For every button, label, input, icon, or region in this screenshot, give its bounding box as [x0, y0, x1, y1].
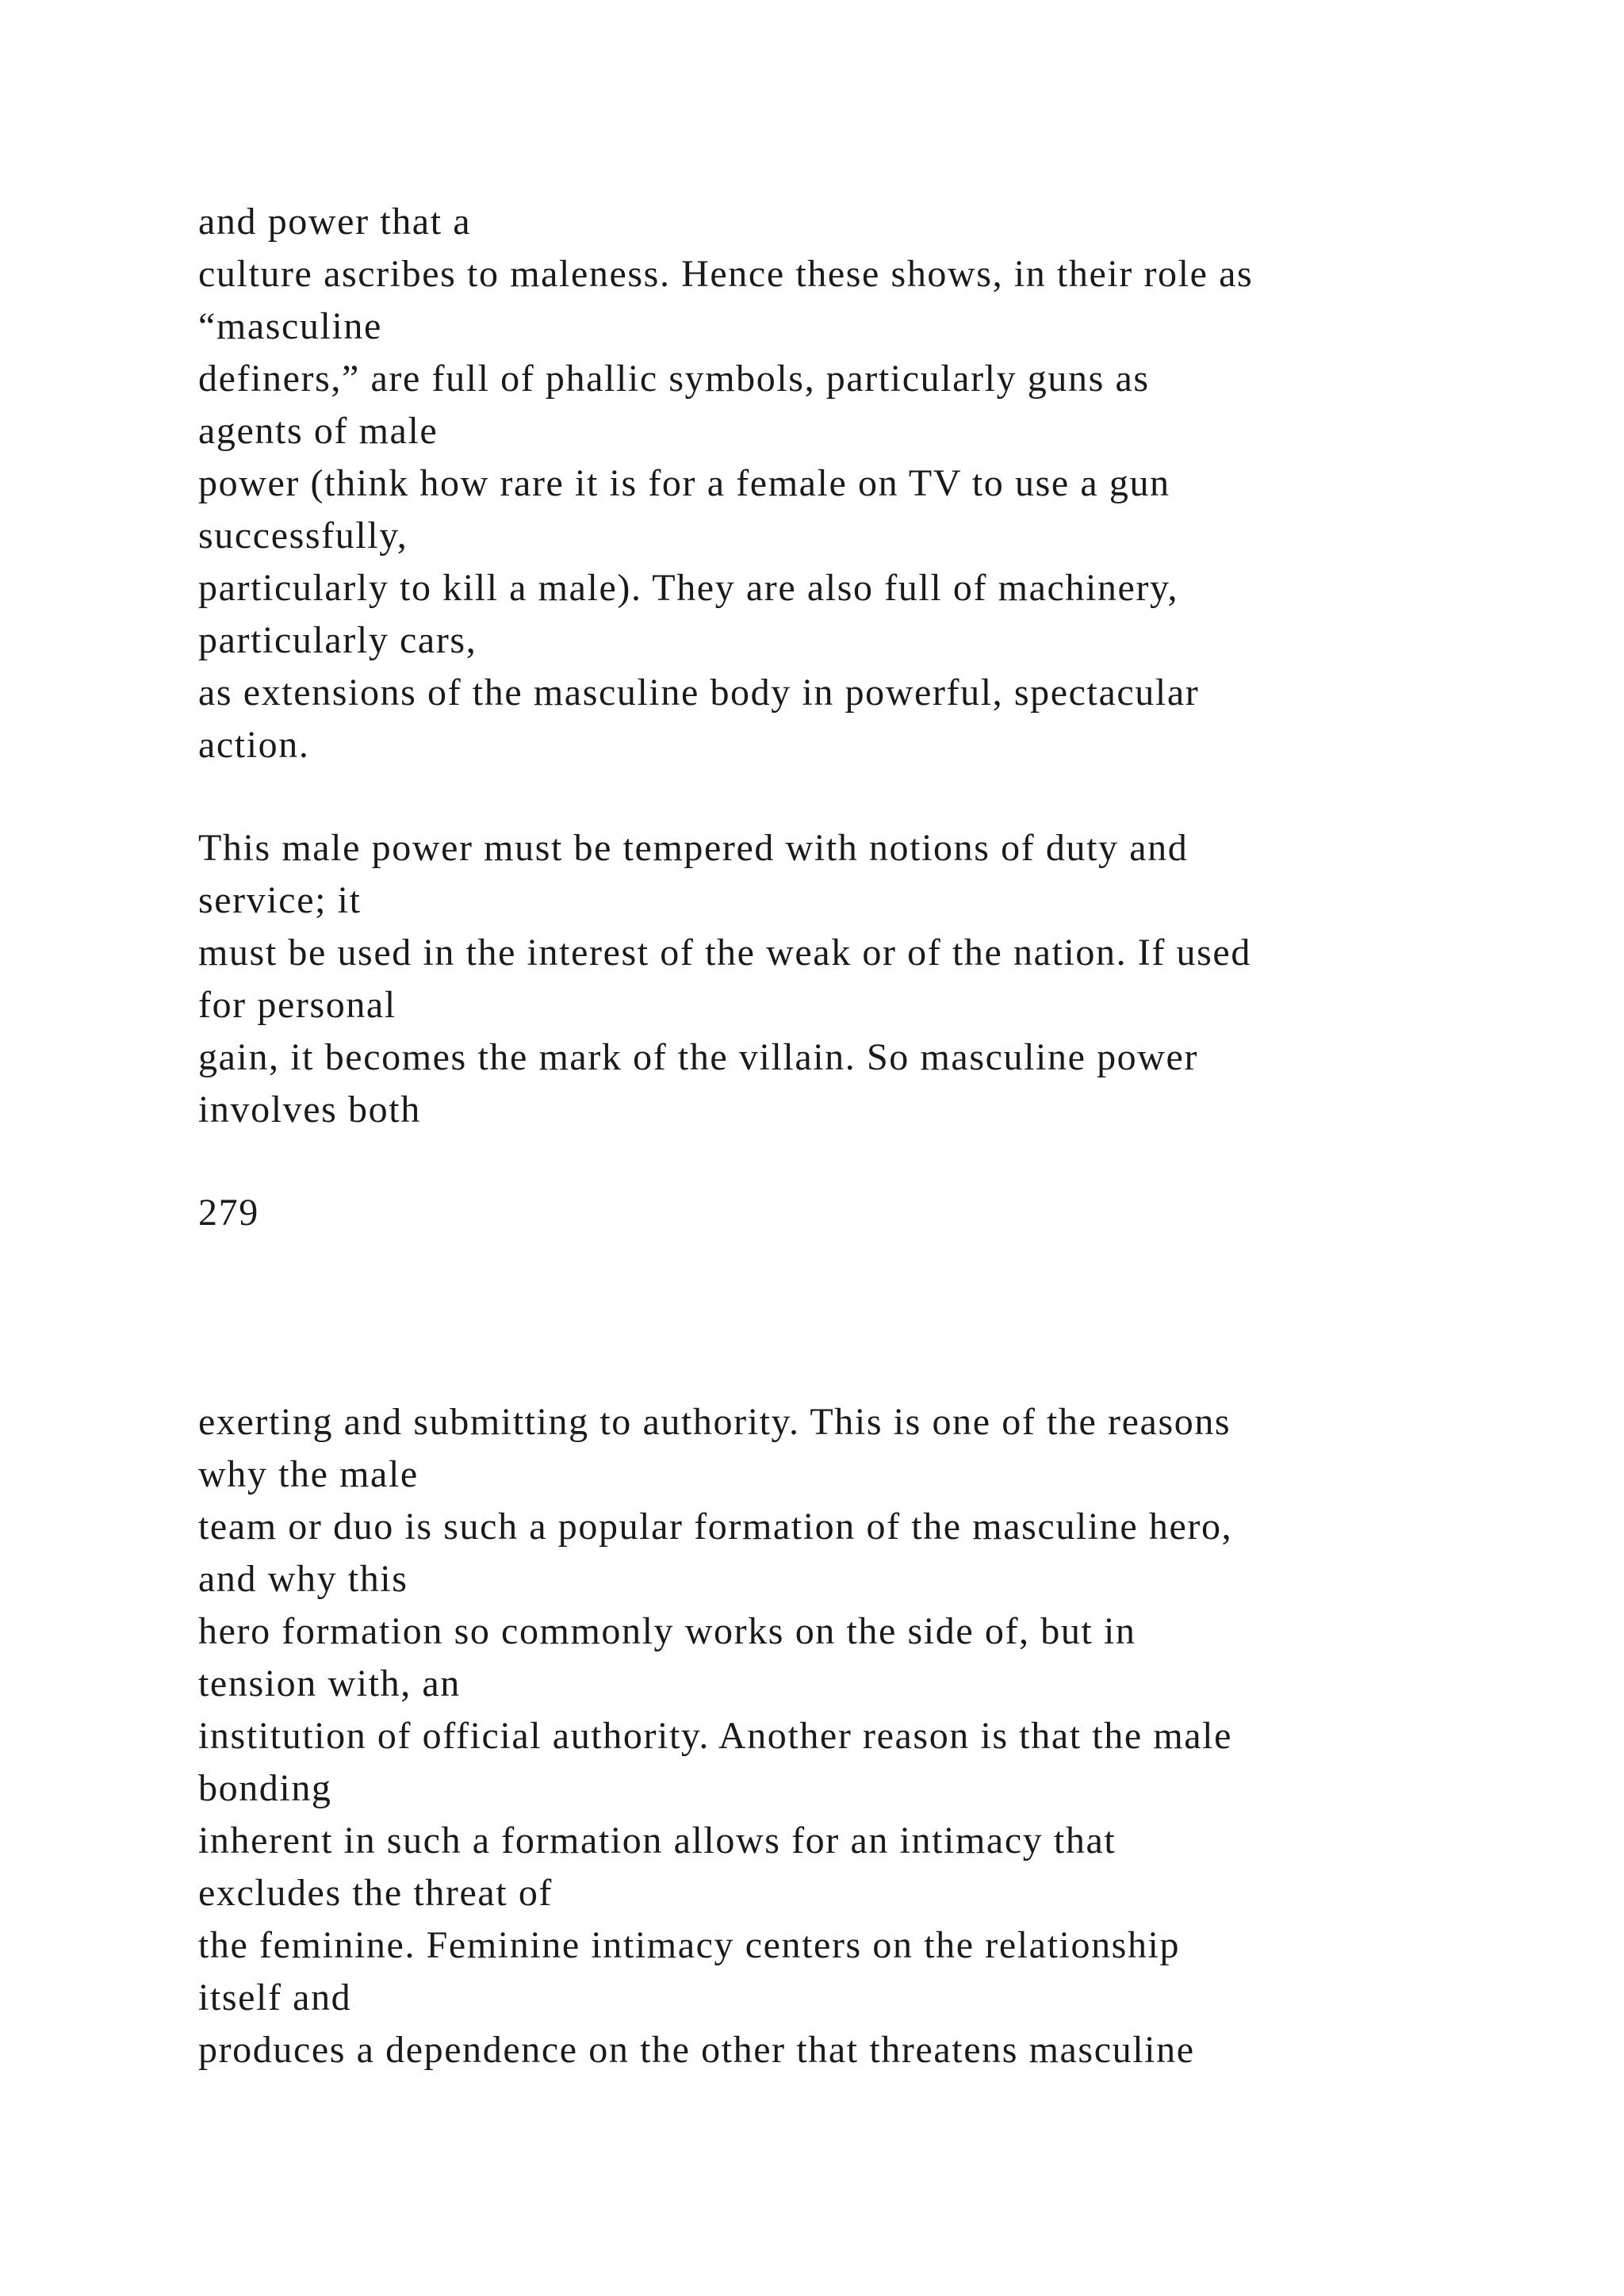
- text-line: action.: [198, 724, 310, 766]
- text-line: why the male: [198, 1453, 419, 1495]
- text-line: institution of official authority. Another reason is that the male: [198, 1715, 1233, 1757]
- paragraph-3: [198, 1396, 1546, 2076]
- page-number-text: 279: [198, 1192, 259, 1234]
- text-line: the feminine. Feminine intimacy centers on the relationship: [198, 1924, 1181, 1966]
- text-line: agents of male: [198, 410, 439, 452]
- text-line: service; it: [198, 879, 362, 921]
- text-line: and why this: [198, 1558, 408, 1600]
- text-line: “masculine: [198, 305, 382, 347]
- text-line: as extensions of the masculine body in powerful, spectacular: [198, 672, 1200, 714]
- text-line: culture ascribes to maleness. Hence these shows, in their role as: [198, 253, 1254, 295]
- text-line: team or duo is such a popular formation of the masculine hero,: [198, 1506, 1233, 1548]
- text-line: gain, it becomes the mark of the villain. So masculine power: [198, 1036, 1199, 1078]
- text-line: and power that a: [198, 201, 472, 243]
- text-line: itself and: [198, 1976, 352, 2019]
- text-line: hero formation so commonly works on the side of, but in: [198, 1610, 1136, 1652]
- text-line: successfully,: [198, 515, 408, 557]
- text-line: must be used in the interest of the weak or of the nation. If used: [198, 932, 1251, 974]
- text-line: exerting and submitting to authority. This is one of the reasons: [198, 1401, 1231, 1443]
- text-line: power (think how rare it is for a female on TV to use a gun: [198, 462, 1170, 504]
- text-line: involves both: [198, 1089, 421, 1131]
- page-number: [198, 1187, 1546, 1239]
- text-line: bonding: [198, 1767, 332, 1809]
- text-line: particularly cars,: [198, 619, 477, 661]
- paragraph-1: [198, 196, 1546, 771]
- text-line: tension with, an: [198, 1663, 461, 1705]
- paragraph-2: [198, 822, 1546, 1136]
- text-line: inherent in such a formation allows for an intimacy that: [198, 1820, 1116, 1862]
- text-line: for personal: [198, 984, 396, 1026]
- text-line: This male power must be tempered with notions of duty and: [198, 827, 1189, 869]
- text-line: produces a dependence on the other that threatens masculine: [198, 2029, 1195, 2071]
- text-line: definers,” are full of phallic symbols, particularly guns as: [198, 358, 1150, 400]
- text-line: particularly to kill a male). They are also full of machinery,: [198, 567, 1179, 609]
- text-line: excludes the threat of: [198, 1872, 553, 1914]
